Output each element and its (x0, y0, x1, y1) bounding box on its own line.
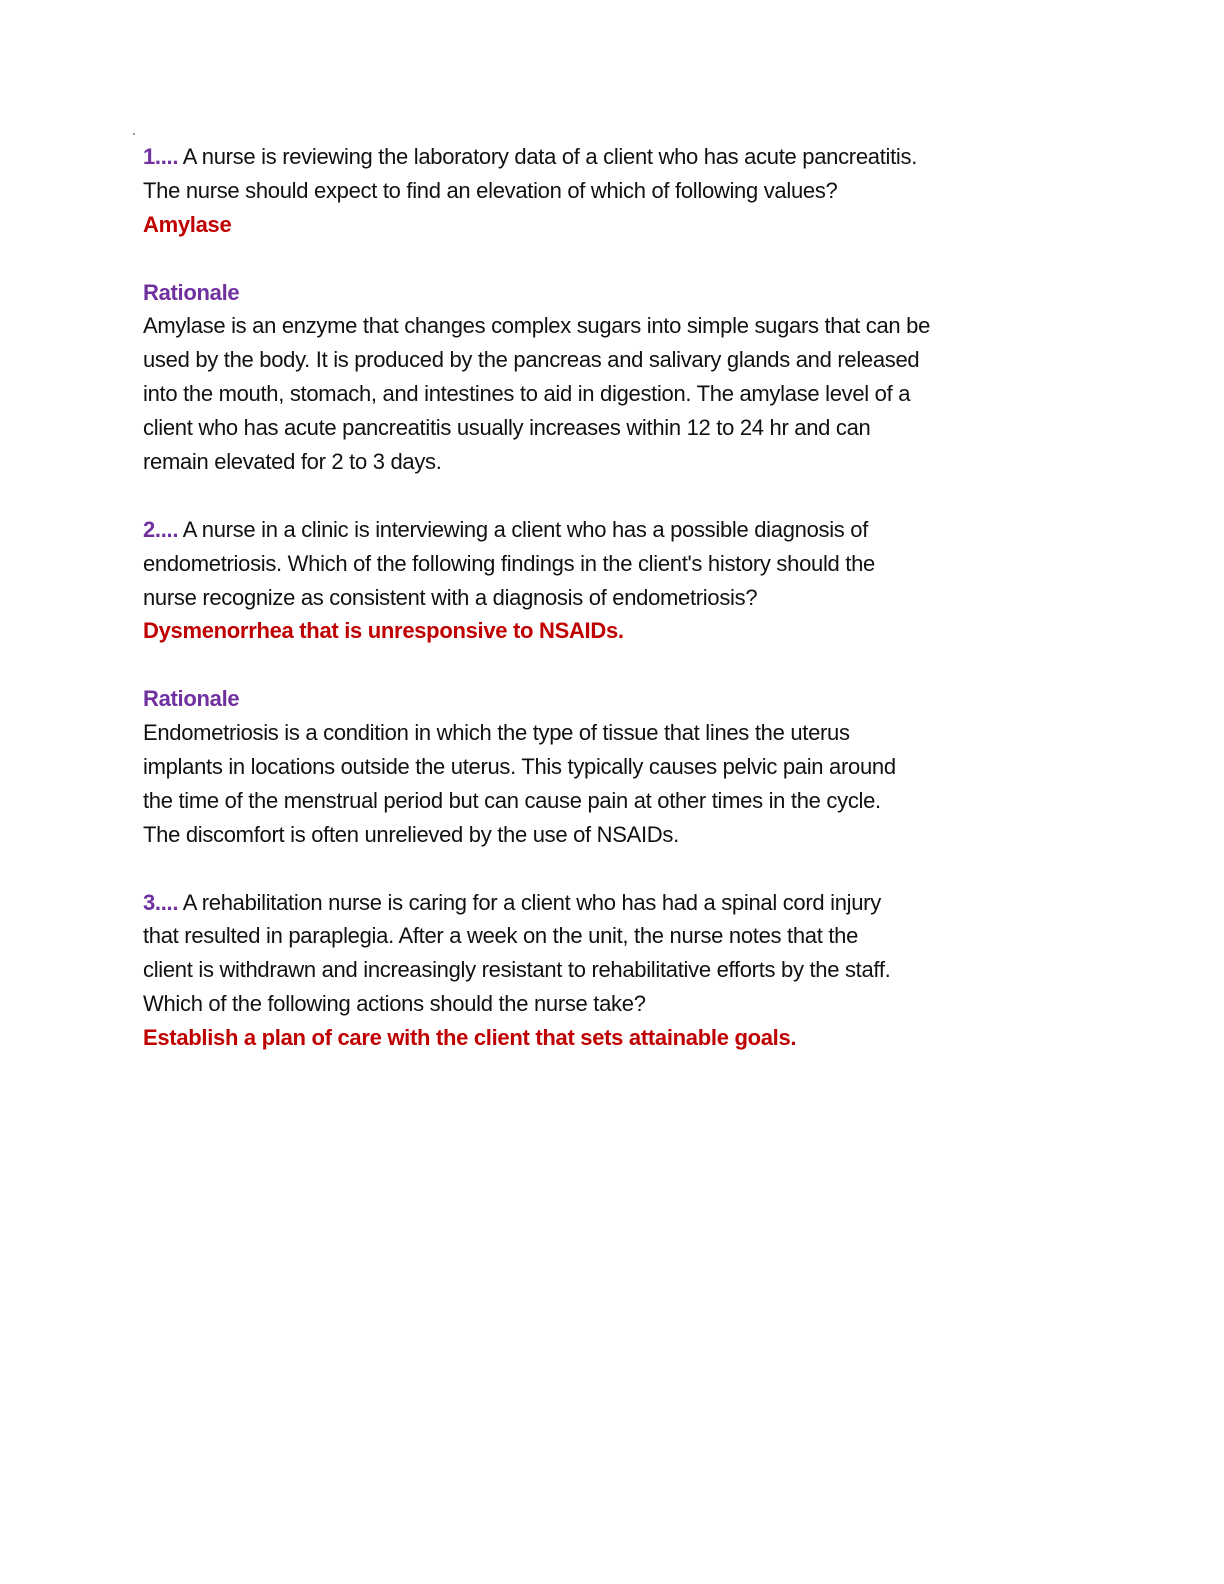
rationale-text: Amylase is an enzyme that changes complex sugars into simple sugars that can be (143, 313, 931, 339)
rationale-heading: Rationale (143, 279, 240, 305)
question-text: A nurse is reviewing the laboratory data of a client who has acute pancreatitis. (182, 144, 918, 169)
rationale-text: client who has acute pancreatitis usually increases within 12 to 24 hr and can (143, 415, 871, 441)
question-number: 2.... (143, 516, 179, 542)
document-page (143, 140, 930, 1055)
question-3 (143, 886, 930, 1055)
question-text: A rehabilitation nurse is caring for a client who has had a spinal cord injury (182, 889, 881, 915)
question-text: Which of the following actions should the nurse take? (143, 991, 646, 1017)
answer: Dysmenorrhea that is unresponsive to NSAIDs. (143, 618, 624, 644)
question-text: The nurse should expect to find an elevation of which of following values? (143, 177, 838, 203)
answer: Establish a plan of care with the client that sets attainable goals. (143, 1025, 797, 1051)
stray-mark (133, 133, 135, 135)
question-number: 1.... (143, 144, 179, 169)
question-text: endometriosis. Which of the following findings in the client's history should the (143, 550, 875, 576)
rationale-text: remain elevated for 2 to 3 days. (143, 449, 442, 475)
question-text: A nurse in a clinic is interviewing a client who has a possible diagnosis of (182, 516, 869, 542)
rationale-text: Endometriosis is a condition in which the type of tissue that lines the uterus (143, 720, 850, 746)
rationale-text: implants in locations outside the uterus. This typically causes pelvic pain around (143, 754, 896, 780)
rationale-heading: Rationale (143, 686, 240, 712)
question-2 (143, 513, 930, 852)
question-1 (143, 140, 930, 479)
question-text: that resulted in paraplegia. After a week on the unit, the nurse notes that the (143, 923, 859, 949)
question-number: 3.... (143, 889, 179, 915)
question-text: client is withdrawn and increasingly resistant to rehabilitative efforts by the staff. (143, 957, 891, 983)
question-text: nurse recognize as consistent with a diagnosis of endometriosis? (143, 584, 758, 610)
answer: Amylase (143, 211, 232, 237)
rationale-text: used by the body. It is produced by the pancreas and salivary glands and released (143, 347, 920, 373)
rationale-text: The discomfort is often unrelieved by the use of NSAIDs. (143, 821, 679, 847)
rationale-text: into the mouth, stomach, and intestines to aid in digestion. The amylase level of a (143, 381, 911, 407)
rationale-text: the time of the menstrual period but can cause pain at other times in the cycle. (143, 787, 881, 813)
